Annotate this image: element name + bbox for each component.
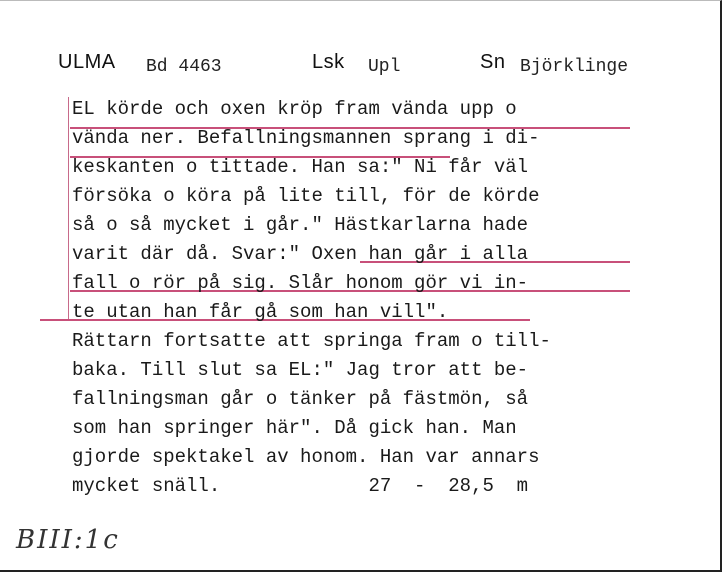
parish-label: Sn [480,51,506,73]
margin-marker-line [68,97,69,321]
text-line: som han springer här". Då gick han. Man [72,417,517,439]
province-label: Lsk [312,51,345,73]
text-line: varit där då. Svar:" Oxen han går i alla [72,243,529,265]
text-line: keskanten o tittade. Han sa:" Ni får väl [72,156,529,178]
text-line: försöka o köra på lite till, för de körde [72,185,540,207]
handwritten-reference: BIII:1c [16,525,120,555]
province-value: Upl [368,57,401,77]
text-line: mycket snäll. 27 - 28,5 m [72,475,529,497]
text-line: baka. Till slut sa EL:" Jag tror att be- [72,359,529,381]
text-line: vända ner. Befallningsmannen sprang i di- [72,127,540,149]
text-line: så o så mycket i går." Hästkarlarna hade [72,214,529,236]
text-line: gjorde spektakel av honom. Han var annars [72,446,540,468]
archive-label: ULMA [58,51,116,73]
text-line: te utan han får gå som han vill". [72,301,449,323]
archive-value: Bd 4463 [146,57,222,77]
text-line: fall o rör på sig. Slår honom gör vi in- [72,272,529,294]
text-line: EL körde och oxen kröp fram vända upp o [72,98,517,120]
parish-value: Björklinge [520,57,629,77]
card-header [58,51,678,87]
card-body-text [72,95,662,501]
text-line: Rättarn fortsatte att springa fram o till- [72,330,551,352]
text-line: fallningsman går o tänker på fästmön, så [72,388,529,410]
